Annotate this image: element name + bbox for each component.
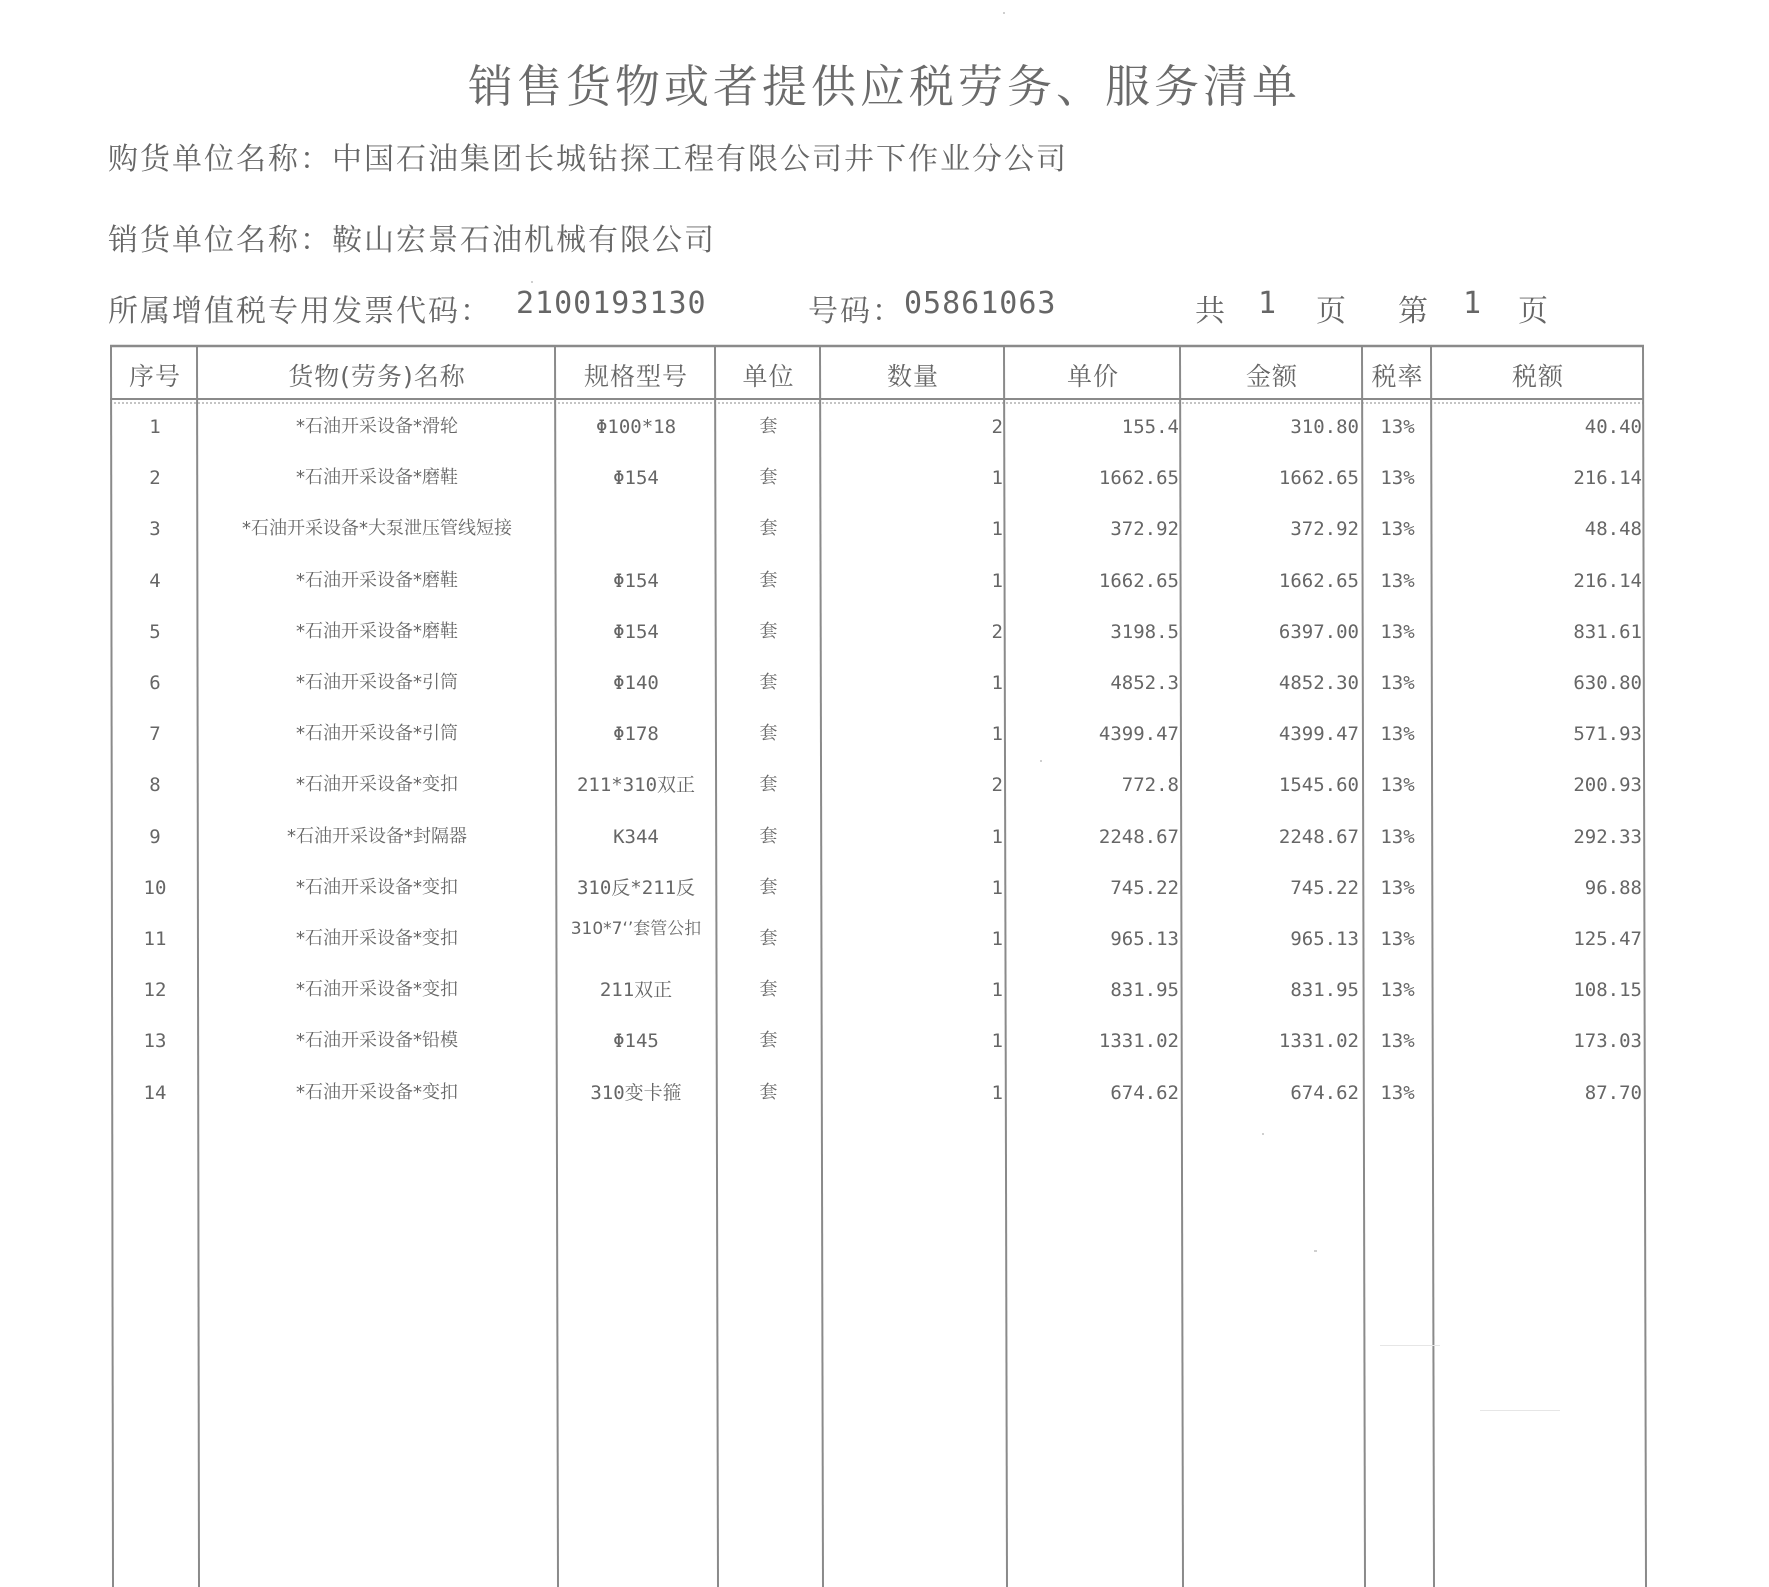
header-rate: 税率 bbox=[1371, 362, 1424, 391]
cell-no: 12 bbox=[143, 979, 167, 1001]
cell-spec: Φ178 bbox=[613, 723, 659, 745]
cell-name: *石油开采设备*变扣 bbox=[296, 979, 458, 1000]
cell-rate: 13% bbox=[1380, 672, 1415, 694]
cell-no: 14 bbox=[143, 1082, 167, 1104]
cell-tax: 173.03 bbox=[1573, 1030, 1642, 1052]
page-total: 1 bbox=[1258, 286, 1278, 321]
header-qty: 数量 bbox=[886, 362, 939, 391]
cell-tax: 108.15 bbox=[1573, 979, 1642, 1001]
cell-qty: 2 bbox=[991, 416, 1003, 438]
cell-no: 2 bbox=[149, 467, 161, 489]
cell-amount: 1662.65 bbox=[1278, 467, 1359, 489]
cell-tax: 831.61 bbox=[1573, 621, 1642, 643]
cell-no: 13 bbox=[143, 1030, 167, 1052]
cell-tax: 87.70 bbox=[1584, 1082, 1642, 1104]
cell-spec: Φ140 bbox=[613, 672, 659, 694]
cell-tax: 216.14 bbox=[1573, 570, 1642, 592]
scan-speck bbox=[531, 281, 533, 283]
cell-price: 965.13 bbox=[1110, 928, 1179, 950]
buyer-label: 购货单位名称： bbox=[108, 142, 332, 177]
cell-qty: 1 bbox=[991, 1082, 1003, 1104]
cell-qty: 1 bbox=[991, 979, 1003, 1001]
page-unit-2: 页 bbox=[1518, 294, 1550, 329]
cell-name: *石油开采设备*磨鞋 bbox=[296, 467, 458, 488]
invoice-number: 05861063 bbox=[904, 286, 1057, 321]
page-current-prefix: 第 bbox=[1398, 294, 1430, 329]
cell-unit: 套 bbox=[759, 826, 778, 847]
cell-amount: 4852.30 bbox=[1278, 672, 1359, 694]
cell-unit: 套 bbox=[759, 570, 778, 591]
cell-amount: 1545.60 bbox=[1278, 774, 1359, 796]
cell-tax: 40.40 bbox=[1584, 416, 1642, 438]
cell-no: 5 bbox=[149, 621, 161, 643]
cell-no: 11 bbox=[143, 928, 167, 950]
cell-price: 372.92 bbox=[1110, 518, 1179, 540]
cell-rate: 13% bbox=[1380, 877, 1415, 899]
cell-amount: 674.62 bbox=[1290, 1082, 1359, 1104]
header-name: 货物(劳务)名称 bbox=[288, 362, 466, 391]
cell-no: 4 bbox=[149, 570, 161, 592]
cell-amount: 310.80 bbox=[1290, 416, 1359, 438]
cell-unit: 套 bbox=[759, 774, 778, 795]
cell-price: 4852.3 bbox=[1110, 672, 1179, 694]
cell-tax: 48.48 bbox=[1584, 518, 1642, 540]
cell-tax: 292.33 bbox=[1573, 826, 1642, 848]
cell-no: 8 bbox=[149, 774, 161, 796]
cell-spec: Φ154 bbox=[613, 621, 659, 643]
cell-unit: 套 bbox=[759, 877, 778, 898]
cell-rate: 13% bbox=[1380, 416, 1415, 438]
cell-name: *石油开采设备*磨鞋 bbox=[296, 570, 458, 591]
cell-rate: 13% bbox=[1380, 518, 1415, 540]
cell-spec: 211双正 bbox=[599, 979, 673, 1001]
cell-name: *石油开采设备*大泵泄压管线短接 bbox=[242, 518, 512, 539]
scan-speck bbox=[1040, 760, 1042, 762]
page-unit-1: 页 bbox=[1316, 294, 1348, 329]
cell-spec: Φ145 bbox=[613, 1030, 659, 1052]
cell-no: 9 bbox=[149, 826, 161, 848]
cell-unit: 套 bbox=[759, 672, 778, 693]
cell-name: *石油开采设备*变扣 bbox=[296, 774, 458, 795]
header-unit: 单位 bbox=[742, 362, 795, 391]
cell-qty: 1 bbox=[991, 877, 1003, 899]
cell-qty: 1 bbox=[991, 826, 1003, 848]
cell-price: 1662.65 bbox=[1098, 467, 1179, 489]
cell-rate: 13% bbox=[1380, 979, 1415, 1001]
cell-no: 6 bbox=[149, 672, 161, 694]
invoice-code: 2100193130 bbox=[516, 286, 707, 321]
cell-tax: 630.80 bbox=[1573, 672, 1642, 694]
cell-price: 155.4 bbox=[1121, 416, 1179, 438]
cell-amount: 1662.65 bbox=[1278, 570, 1359, 592]
cell-tax: 216.14 bbox=[1573, 467, 1642, 489]
cell-qty: 1 bbox=[991, 518, 1003, 540]
cell-qty: 2 bbox=[991, 774, 1003, 796]
cell-amount: 6397.00 bbox=[1278, 621, 1359, 643]
cell-rate: 13% bbox=[1380, 928, 1415, 950]
page-total-prefix: 共 bbox=[1195, 294, 1227, 329]
cell-rate: 13% bbox=[1380, 1030, 1415, 1052]
cell-name: *石油开采设备*铅模 bbox=[296, 1030, 458, 1051]
cell-qty: 1 bbox=[991, 467, 1003, 489]
cell-unit: 套 bbox=[759, 621, 778, 642]
header-no: 序号 bbox=[128, 362, 181, 391]
cell-amount: 965.13 bbox=[1290, 928, 1359, 950]
scan-speck bbox=[1480, 1410, 1560, 1411]
cell-name: *石油开采设备*磨鞋 bbox=[296, 621, 458, 642]
cell-qty: 2 bbox=[991, 621, 1003, 643]
cell-amount: 4399.47 bbox=[1278, 723, 1359, 745]
invoice-title: 销售货物或者提供应税劳务、服务清单 bbox=[467, 60, 1301, 113]
cell-spec: Φ100*18 bbox=[595, 416, 677, 438]
header-spec: 规格型号 bbox=[583, 362, 688, 391]
cell-unit: 套 bbox=[759, 928, 778, 949]
cell-rate: 13% bbox=[1380, 570, 1415, 592]
cell-tax: 200.93 bbox=[1573, 774, 1642, 796]
cell-tax: 125.47 bbox=[1573, 928, 1642, 950]
cell-name: *石油开采设备*封隔器 bbox=[287, 826, 467, 847]
cell-amount: 745.22 bbox=[1290, 877, 1359, 899]
cell-no: 1 bbox=[149, 416, 161, 438]
header-amount: 金额 bbox=[1245, 362, 1298, 391]
scan-speck bbox=[1262, 1133, 1264, 1135]
header-tax: 税额 bbox=[1511, 362, 1564, 391]
cell-spec: 310*7‘’套管公扣 bbox=[570, 919, 702, 939]
cell-qty: 1 bbox=[991, 1030, 1003, 1052]
cell-spec: 211*310双正 bbox=[576, 774, 696, 796]
cell-no: 7 bbox=[149, 723, 161, 745]
cell-unit: 套 bbox=[759, 1030, 778, 1051]
cell-unit: 套 bbox=[759, 723, 778, 744]
header-price: 单价 bbox=[1066, 362, 1119, 391]
cell-price: 831.95 bbox=[1110, 979, 1179, 1001]
cell-name: *石油开采设备*变扣 bbox=[296, 928, 458, 949]
cell-unit: 套 bbox=[759, 1082, 778, 1103]
cell-amount: 1331.02 bbox=[1278, 1030, 1359, 1052]
cell-name: *石油开采设备*变扣 bbox=[296, 1082, 458, 1103]
cell-spec bbox=[556, 514, 716, 544]
cell-unit: 套 bbox=[759, 416, 778, 437]
cell-price: 674.62 bbox=[1110, 1082, 1179, 1104]
cell-name: *石油开采设备*引筒 bbox=[296, 672, 458, 693]
cell-price: 1331.02 bbox=[1098, 1030, 1179, 1052]
cell-tax: 96.88 bbox=[1584, 877, 1642, 899]
cell-name: *石油开采设备*滑轮 bbox=[296, 416, 458, 437]
cell-no: 10 bbox=[143, 877, 167, 899]
cell-amount: 2248.67 bbox=[1278, 826, 1359, 848]
cell-rate: 13% bbox=[1380, 467, 1415, 489]
cell-spec: K344 bbox=[613, 826, 659, 848]
cell-price: 1662.65 bbox=[1098, 570, 1179, 592]
seller-name: 鞍山宏景石油机械有限公司 bbox=[332, 223, 716, 258]
seller-label: 销货单位名称： bbox=[108, 223, 332, 258]
cell-name: *石油开采设备*变扣 bbox=[296, 877, 458, 898]
cell-price: 2248.67 bbox=[1098, 826, 1179, 848]
buyer-name: 中国石油集团长城钻探工程有限公司井下作业分公司 bbox=[332, 142, 1068, 177]
cell-name: *石油开采设备*引筒 bbox=[296, 723, 458, 744]
cell-amount: 372.92 bbox=[1290, 518, 1359, 540]
cell-unit: 套 bbox=[759, 979, 778, 1000]
cell-spec: 310变卡箍 bbox=[590, 1082, 682, 1104]
cell-unit: 套 bbox=[759, 518, 778, 539]
invoice-code-label: 所属增值税专用发票代码： bbox=[108, 294, 492, 329]
cell-spec: 310反*211反 bbox=[576, 877, 696, 899]
scan-speck bbox=[1380, 1345, 1440, 1346]
scan-speck bbox=[1314, 1250, 1317, 1252]
cell-price: 772.8 bbox=[1121, 774, 1179, 796]
cell-qty: 1 bbox=[991, 723, 1003, 745]
cell-price: 3198.5 bbox=[1110, 621, 1179, 643]
page-current: 1 bbox=[1463, 286, 1483, 321]
cell-qty: 1 bbox=[991, 570, 1003, 592]
cell-tax: 571.93 bbox=[1573, 723, 1642, 745]
cell-rate: 13% bbox=[1380, 723, 1415, 745]
cell-spec: Φ154 bbox=[613, 570, 659, 592]
cell-spec: Φ154 bbox=[613, 467, 659, 489]
cell-price: 4399.47 bbox=[1098, 723, 1179, 745]
cell-price: 745.22 bbox=[1110, 877, 1179, 899]
cell-qty: 1 bbox=[991, 928, 1003, 950]
cell-qty: 1 bbox=[991, 672, 1003, 694]
cell-rate: 13% bbox=[1380, 1082, 1415, 1104]
cell-rate: 13% bbox=[1380, 621, 1415, 643]
col-line-9 bbox=[1643, 346, 1646, 1587]
cell-no: 3 bbox=[149, 518, 161, 540]
invoice-number-label: 号码： bbox=[808, 294, 904, 329]
cell-rate: 13% bbox=[1380, 826, 1415, 848]
cell-rate: 13% bbox=[1380, 774, 1415, 796]
scan-speck bbox=[1003, 12, 1005, 14]
cell-unit: 套 bbox=[759, 467, 778, 488]
cell-amount: 831.95 bbox=[1290, 979, 1359, 1001]
